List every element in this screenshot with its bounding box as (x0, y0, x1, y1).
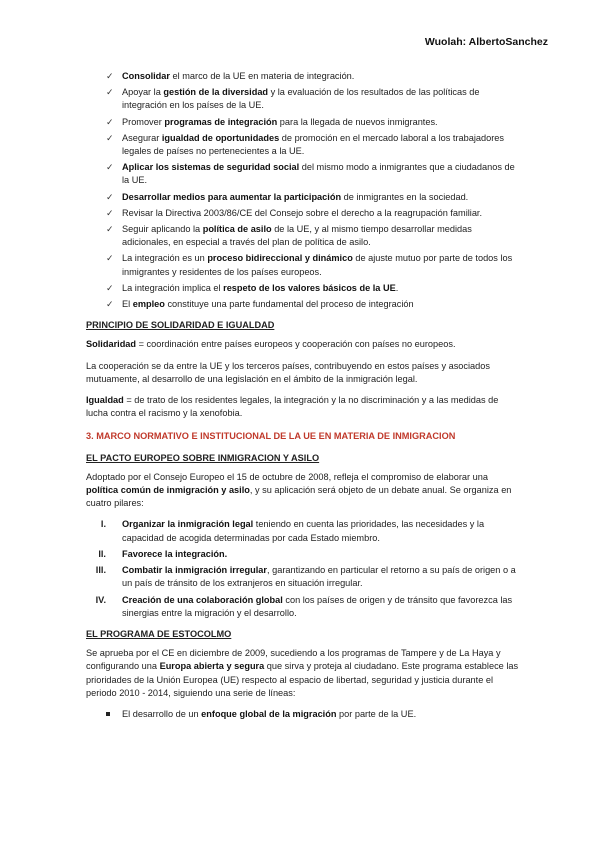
bullet-text: El desarrollo de un (122, 708, 202, 719)
bullet-bold: enfoque global de la migración (201, 708, 337, 719)
item-bold: empleo (132, 299, 165, 310)
pillar-item (86, 594, 522, 620)
checklist-item (86, 298, 522, 311)
paragraph-estocolmo (86, 647, 522, 700)
item-text: La integración es un (122, 253, 208, 264)
item-text: Promover (122, 116, 165, 127)
checkmark-icon: ✓ (106, 299, 114, 310)
checklist-item (86, 191, 522, 204)
paragraph-text: = de trato de los residentes legales, la integración y la no discriminación y a las medidas de lucha contra el racismo y la xenofobia. (86, 395, 499, 419)
estocolmo-bullets (86, 708, 522, 721)
item-bold: igualdad de oportunidades (161, 132, 280, 143)
paragraph-text: Adoptado por el Consejo Europeo el 15 de octubre de 2008, refleja el compromiso de elaborar una (86, 471, 488, 482)
bullet-text: por parte de la UE. (336, 708, 417, 719)
checkmark-icon: ✓ (106, 71, 114, 81)
paragraph-igualdad (86, 394, 522, 420)
section-title-estocolmo: EL PROGRAMA DE ESTOCOLMO (86, 628, 232, 639)
pillar-number: III. (95, 565, 106, 576)
pillar-text: teniendo en cuenta las prioridades, las necesidades y la capacidad de acogida determinadas por cada Estado miembro. (122, 519, 485, 543)
item-text: de promoción en el mercado laboral a los trabajadores legales de países no pertenecientes a la UE. (122, 132, 504, 157)
pillar-item (86, 518, 522, 544)
term-bold: Igualdad (86, 395, 124, 406)
paragraph-solidaridad (86, 338, 522, 351)
paragraph-text: que sirva y proteja al ciudadano. Este programa establece las prioridades de la Unión Europea (UE) respecto al espacio de libertad, seguridad y justicia durante el periodo 2010 - 2014, siguiendo una serie de líneas: (86, 661, 519, 698)
pillar-item (86, 548, 522, 561)
pillar-bold: Combatir la inmigración irregular (122, 565, 267, 576)
section-title-solidaridad: PRINCIPIO DE SOLIDARIDAD E IGUALDAD (86, 320, 275, 331)
pillar-number: IV. (95, 594, 106, 605)
paragraph-pacto-intro (86, 471, 522, 511)
paragraph-text: , y su aplicación será objeto de un debate anual. Se organiza en cuatro pilares: (86, 485, 512, 509)
section-title-pacto: EL PACTO EUROPEO SOBRE INMIGRACION Y ASILO (86, 452, 320, 463)
document-body (86, 70, 522, 721)
item-bold: Consolidar (122, 71, 170, 81)
section-title-marco-normativo: 3. MARCO NORMATIVO E INSTITUCIONAL DE LA UE EN MATERIA DE INMIGRACION (86, 431, 456, 442)
item-text: del mismo modo a inmigrantes que a ciudadanos de la UE. (122, 162, 515, 186)
pillar-text: con los países de origen y de tránsito que favorezca las sinergias entre la migración y el desarrollo. (122, 594, 513, 618)
paragraph-text: Se aprueba por el CE en diciembre de 2009, sucediendo a los programas de Tampere y de La Haya y configurando una (86, 648, 501, 672)
checkmark-icon: ✓ (106, 116, 114, 127)
checkmark-icon: ✓ (106, 87, 114, 98)
item-text: Seguir aplicando la (122, 224, 203, 235)
item-text: para la llegada de nuevos inmigrantes. (277, 116, 438, 127)
checkmark-icon: ✓ (106, 191, 114, 202)
item-bold: política de asilo (202, 224, 272, 235)
pillar-number: II. (98, 548, 106, 559)
paragraph-cooperacion: La cooperación se da entre la UE y los terceros países, contribuyendo en estos países y asociados mutuamente, al desarrollo de una legislación en el ámbito de la inmigración legal. (86, 360, 490, 384)
page-header-author: Wuolah: AlbertoSanchez (424, 36, 548, 48)
checklist-item (86, 282, 522, 295)
item-bold: Aplicar los sistemas de seguridad social (122, 162, 300, 173)
item-bold: Desarrollar medios para aumentar la participación (122, 191, 342, 202)
checkmark-icon: ✓ (106, 224, 114, 235)
square-bullet-icon (106, 712, 110, 716)
paragraph-text: = coordinación entre países europeos y cooperación con países no europeos. (136, 339, 456, 350)
term-bold: Europa abierta y segura (159, 661, 265, 672)
item-bold: proceso bidireccional y dinámico (207, 253, 353, 264)
checklist-item (86, 116, 522, 129)
checklist-item (86, 70, 522, 83)
item-bold: gestión de la diversidad (163, 87, 269, 98)
bullet-item (86, 708, 522, 721)
checkmark-icon: ✓ (106, 282, 114, 293)
checkmark-icon: ✓ (106, 207, 114, 218)
item-text: y la evaluación de los resultados de las políticas de integración en los países de la UE. (122, 87, 480, 111)
checklist-item (86, 223, 522, 249)
checkmark-icon: ✓ (106, 253, 114, 264)
objectives-checklist (86, 70, 522, 311)
pillar-number: I. (100, 519, 106, 530)
item-bold: respeto de los valores básicos de la UE (223, 282, 396, 293)
checkmark-icon: ✓ (106, 132, 114, 143)
pillar-item (86, 564, 522, 590)
item-bold: programas de integración (164, 116, 278, 127)
checklist-item (86, 132, 522, 158)
item-text: Asegurar (122, 132, 162, 143)
item-text: Apoyar la (122, 87, 164, 98)
pillar-bold: Creación de una colaboración global (122, 594, 283, 605)
item-text: de inmigrantes en la sociedad. (341, 191, 469, 202)
item-text: el marco de la UE en materia de integración. (169, 71, 355, 81)
checklist-item (86, 207, 522, 220)
item-text: El (122, 299, 133, 310)
item-text: constituye una parte fundamental del proceso de integración (164, 299, 414, 310)
item-text: de la UE, y al mismo tiempo desarrollar medidas adicionales, en especial a través del plan de política de asilo. (122, 224, 472, 248)
pillar-bold: Favorece la integración. (122, 548, 228, 559)
checklist-item (86, 86, 522, 112)
item-text: . (395, 282, 399, 293)
checklist-item (86, 161, 522, 187)
checkmark-icon: ✓ (106, 162, 114, 173)
pillars-list (86, 518, 522, 619)
term-bold: política común de inmigración y asilo (86, 485, 250, 496)
item-text: La integración implica el (122, 282, 224, 293)
term-bold: Solidaridad (86, 339, 137, 350)
item-text: Revisar la Directiva 2003/86/CE del Consejo sobre el derecho a la reagrupación familiar. (122, 207, 483, 218)
pillar-bold: Organizar la inmigración legal (122, 519, 254, 530)
checklist-item (86, 252, 522, 278)
pillar-text: , garantizando en particular el retorno a su país de origen o a un país de tránsito de los extranjeros en situación irregular. (122, 565, 516, 589)
item-text: de ajuste mutuo por parte de todos los inmigrantes y residentes de los países europeos. (122, 253, 513, 277)
